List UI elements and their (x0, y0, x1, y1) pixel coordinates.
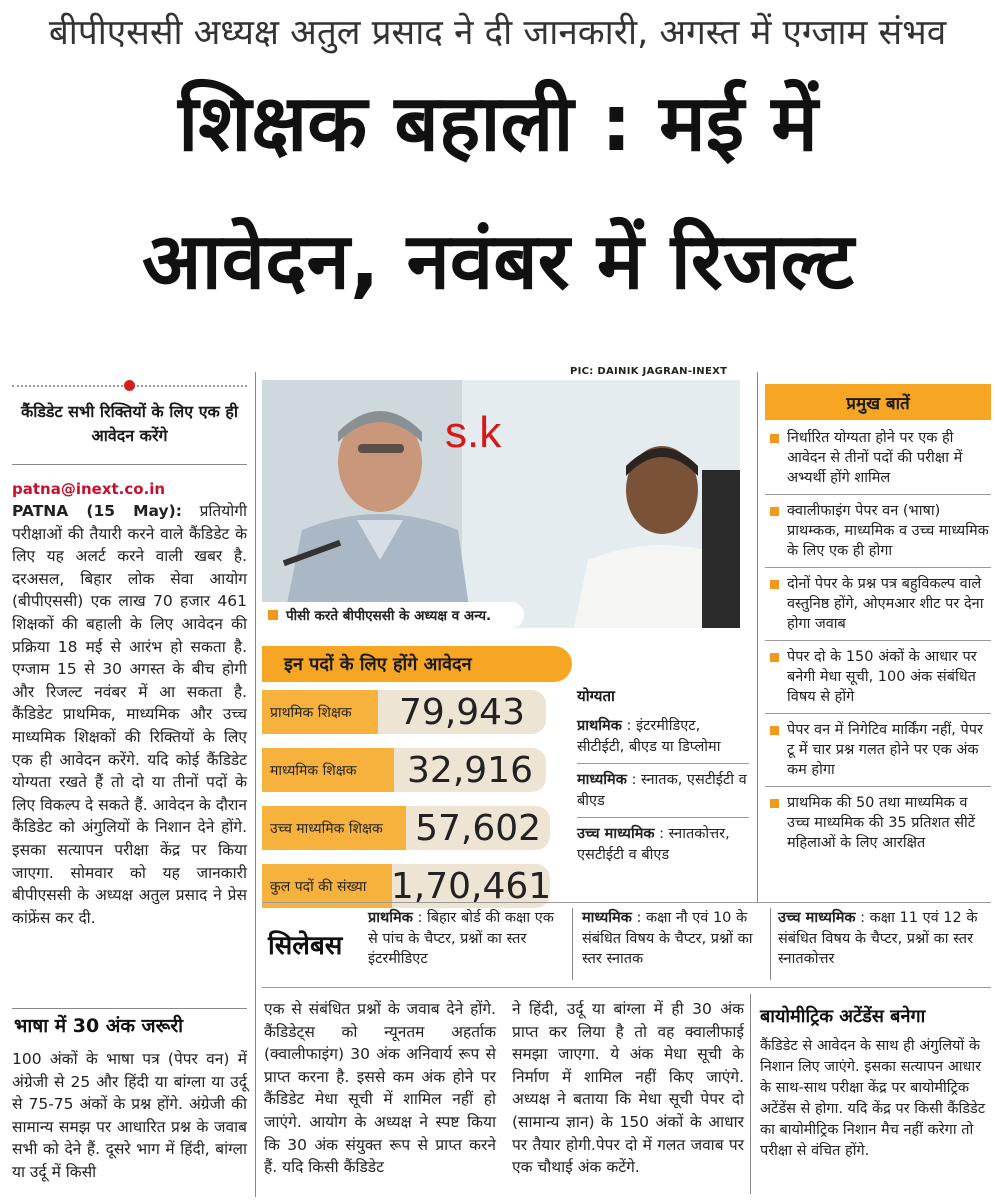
photo-caption (262, 602, 524, 628)
left-summary: कैंडिडेट सभी रिक्तियों के लिए एक ही आवेदन करेंगे (20, 402, 239, 445)
left-article (12, 480, 247, 929)
eligibility-item (577, 818, 749, 865)
posts-row-label: उच्च माध्यमिक शिक्षक (262, 806, 406, 850)
summary-divider (12, 380, 247, 392)
headline-line-2: आवेदन, नवंबर में रिजल्ट (142, 217, 854, 307)
mid-column-1: एक से संबंधित प्रश्नों के जवाब देने होंगे. कैंडिडेट्स को न्यूनतम अहर्ताक (क्वालीफाइंग) 30 अंक अनिवार्य रूप से प्राप्त करना है. इससे कम अंक होने पर कैंडिडेट मेधा सूची में शामिल नहीं हो जाएंगे. आयोग के अध्यक्ष ने स्पष्ट किया कि 30 अंक संयुक्त रूप से प्राप्त करने हैं. यदि किसी कैंडिडेट (264, 1000, 496, 1177)
eligibility-title: योग्यता (577, 687, 615, 705)
key-point: दोनों पेपर के प्रश्न पत्र बहुविकल्प वाले वस्तुनिष्ठ होंगे, ओएमआर शीट पर देना होगा जवाब (765, 574, 991, 641)
left-summary-block (12, 380, 247, 465)
red-dot-icon (124, 380, 135, 391)
syllabus-title: सिलेबस (268, 931, 343, 961)
posts-row (262, 690, 550, 734)
posts-row-label: कुल पदों की संख्या (262, 864, 392, 908)
syllabus-item-head: उच्च माध्यमिक (778, 910, 856, 926)
reporter-email[interactable]: patna@inext.co.in (12, 480, 166, 498)
key-point: क्वालीफाइंग पेपर वन (भाषा) प्राथम्कक, माध्यमिक व उच्च माध्यमिक के लिए एक ही होगा (765, 501, 991, 568)
posts-row-value: 79,943 (378, 690, 546, 734)
syllabus-item-text: : कक्षा नौ एवं 10 के संबंधित विषय के चैप्टर, प्रश्नों का स्तर स्नातक (582, 910, 753, 967)
key-point: पेपर वन में निगेटिव मार्किंग नहीं, पेपर टू में चार प्रश्न गलत होने पर एक अंक कम होगा (765, 720, 991, 787)
photo-watermark: s.k (445, 408, 502, 457)
syllabus-item-head: माध्यमिक (582, 910, 632, 926)
eligibility-item-text: : स्नातकोत्तर, एसटीईटी व बीएड (577, 826, 730, 863)
caption-marker-icon (268, 610, 278, 620)
syllabus-item-text: : कक्षा 11 एवं 12 के संबंधित विषय के चैप्टर, प्रश्नों का स्तर स्नातकोत्तर (778, 910, 978, 967)
posts-row-value: 1,70,461 (390, 865, 552, 907)
syllabus-item (582, 908, 762, 970)
eligibility-item-text: : स्नातक, एसटीईटी व बीएड (577, 772, 747, 809)
posts-row-label: माध्यमिक शिक्षक (262, 748, 394, 792)
key-points-list (765, 428, 991, 853)
biometric-body: कैंडिडेट से आवेदन के साथ ही अंगुलियों के निशान लिए जाएंगे. इसका सत्यापन आधार के साथ-साथ परीक्षा केंद्र पर बायोमीट्रिक अटेंडेंस से होगा. यदि केंद्र पर किसी कैंडिडेट का बायोमीट्रिक निशान मैच नहीं करेगा तो परीक्षा से वंचित होंगे. (760, 1038, 986, 1159)
left-article-body: प्रतियोगी परीक्षाओं की तैयारी करने वाले कैंडिडेट के लिए यह अलर्ट करने वाली खबर है. दरअसल, बिहार लोक सेवा आयोग (बीपीएससी) एक लाख 70 हजार 461 शिक्षकों की बहाली के लिए आवेदन की प्रक्रिया 18 मई से आरंभ हो सकता है. एग्जाम 15 से 30 अगस्त के बीच होगी और रिजल्ट नवंबर में आ सकता है. कैंडिडेट प्राथमिक, माध्यमिक और उच्च माध्यमिक शिक्षकों की रिक्तियों के लिए एक ही आवेदन करेंगे. यदि कोई कैंडिडेट योग्यता रखते हैं तो दो या तीनों पदों के लिए विकल्प दे सकते हैं. आवेदन के दौरान कैंडिडेट को अंगुलियों के निशान देने होंगे. इसका सत्यापन परीक्षा केंद्र पर किया जाएगा. सोमवार को यह जानकारी बीपीएससी के अध्यक्ष अतुल प्रसाद ने प्रेस कांफ्रेंस कर दी. (12, 502, 247, 927)
kicker: बीपीएससी अध्यक्ष अतुल प्रसाद ने दी जानकारी, अगस्त में एग्जाम संभव (48, 13, 947, 53)
photo-credit: PIC: DAINIK JAGRAN-INEXT (570, 366, 728, 377)
posts-row-label: प्राथमिक शिक्षक (262, 690, 378, 734)
eligibility-item (577, 716, 749, 764)
eligibility-item-head: प्राथमिक (577, 718, 622, 734)
eligibility-item-text: : इंटरमीडिएट, सीटीईटी, बीएड या डिप्लोमा (577, 718, 721, 755)
posts-table (262, 690, 550, 908)
syllabus-item (778, 908, 986, 970)
key-point: निर्धारित योग्यता होने पर एक ही आवेदन से तीनों पदों की परीक्षा में अभ्यर्थी होंगे शामिल (765, 428, 991, 495)
language-body: 100 अंकों के भाषा पत्र (पेपर वन) में अंग्रेजी से 25 और हिंदी या बांग्ला या उर्दू से 75-75 अंकों के प्रश्न होंगे. अंग्रेजी की सामान्य समझ पर आधारित प्रश्न के जवाब सभी को देने हैं. दूसरे भाग में हिंदी, बांग्ला या उर्दू में किसी (12, 1050, 247, 1181)
syllabus-item-head: प्राथमिक (368, 910, 413, 926)
posts-row (262, 806, 550, 850)
key-point: पेपर दो के 150 अंकों के आधार पर बनेगी मेधा सूची, 100 अंक संबंधित विषय से होंगे (765, 647, 991, 714)
syllabus-item-text: : बिहार बोर्ड की कक्षा एक से पांच के चैप्टर, प्रश्नों का स्तर इंटरमीडिएट (368, 910, 554, 967)
eligibility-item (577, 764, 749, 818)
biometric-title: बायोमीट्रिक अटेंडेंस बनेगा (760, 1006, 926, 1027)
syllabus-item (368, 908, 564, 970)
posts-row (262, 748, 550, 792)
eligibility-item-head: माध्यमिक (577, 772, 627, 788)
posts-row-value: 57,602 (406, 806, 550, 850)
left-article-body-wrap (12, 500, 247, 929)
posts-row-value: 32,916 (394, 748, 546, 792)
key-point: प्राथमिक की 50 तथा माध्यमिक व उच्च माध्यमिक की 35 प्रतिशत सीटें महिलाओं के लिए आरक्षित (765, 793, 991, 853)
headline-line-1: शिक्षक बहाली : मई में (178, 79, 818, 169)
posts-title: इन पदों के लिए होंगे आवेदन (262, 646, 572, 682)
eligibility-item-head: उच्च माध्यमिक (577, 826, 655, 842)
eligibility-box (577, 686, 749, 865)
key-points-title: प्रमुख बातें (765, 384, 991, 420)
dateline: PATNA (15 May): (12, 502, 182, 520)
photo-caption-text: पीसी करते बीपीएससी के अध्यक्ष व अन्य. (286, 608, 492, 624)
language-subhead: भाषा में 30 अंक जरूरी (14, 1015, 184, 1037)
mid-column-2: ने हिंदी, उर्दू या बांग्ला में ही 30 अंक प्राप्त कर लिया है तो वह क्वालीफाई समझा जाएगा. ये अंक मेधा सूची के निर्माण में शामिल नहीं किए जाएंगे. अध्यक्ष ने बताया कि मेधा सूची पेपर दो (सामान्य ज्ञान) के 150 अंकों के आधार पर तैयार होगी.पेपर दो में गलत जवाब पर एक चौथाई अंक कटेंगे. (512, 1000, 744, 1177)
